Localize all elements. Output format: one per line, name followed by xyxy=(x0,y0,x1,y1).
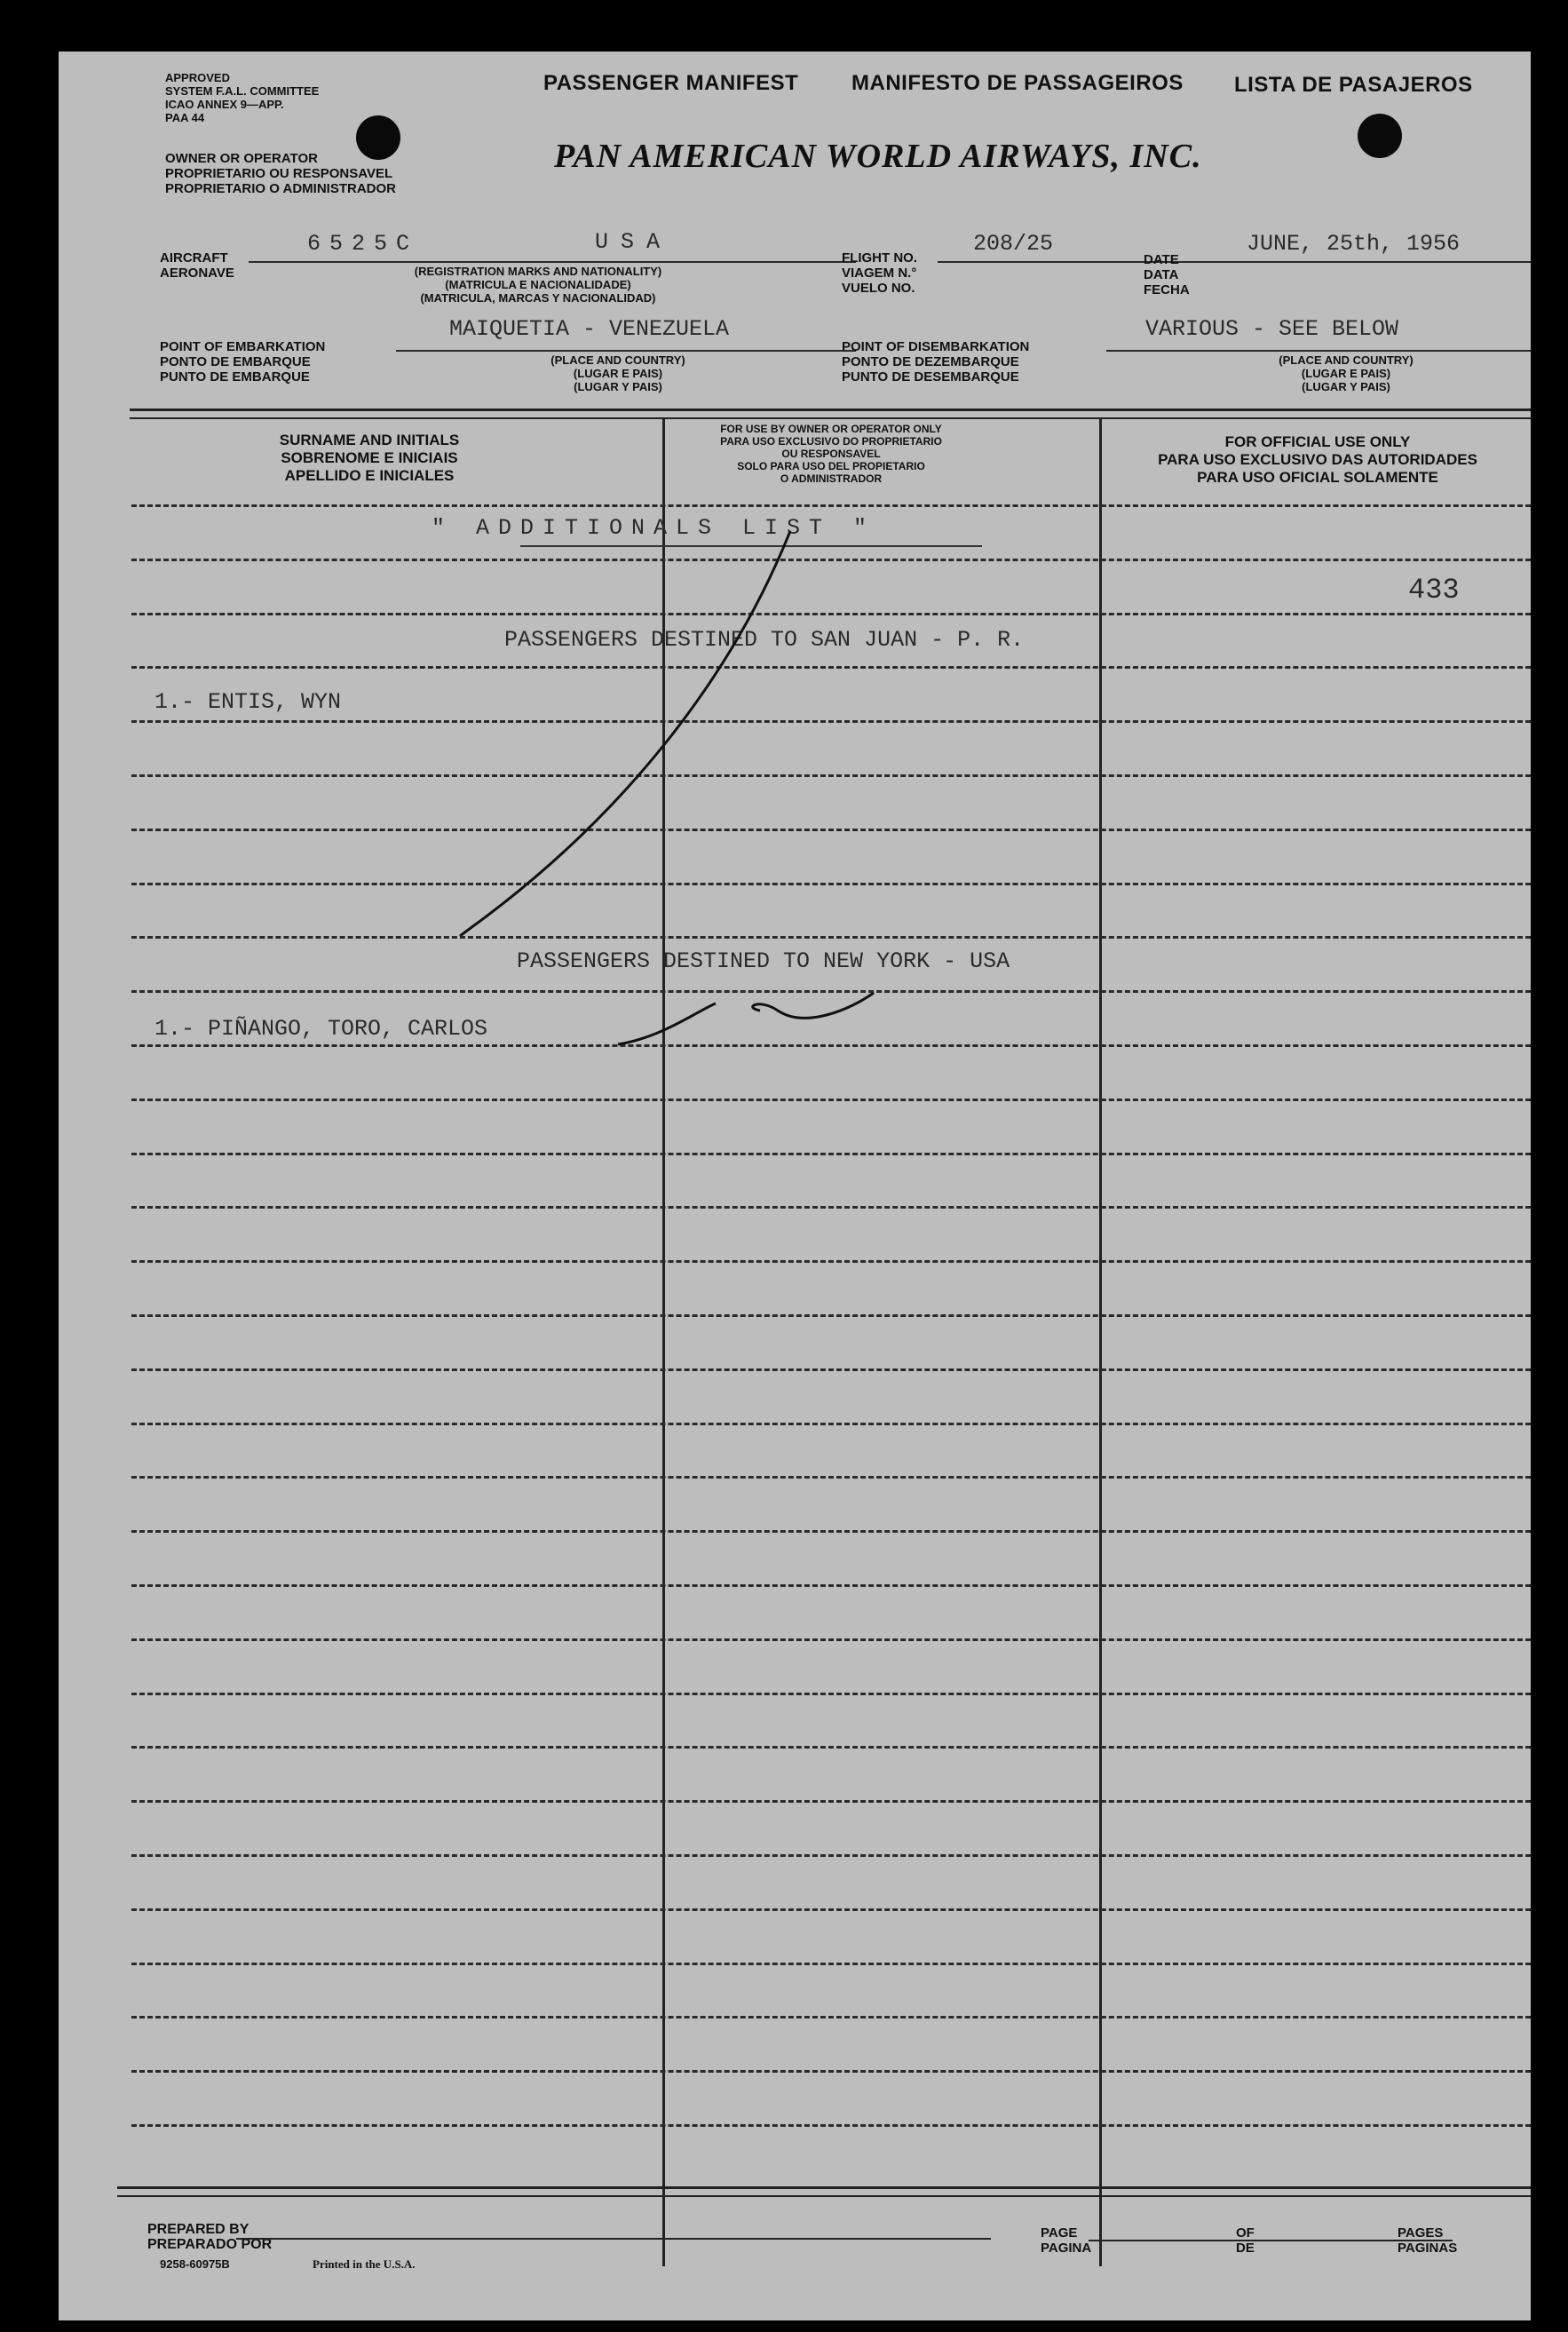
row-rule xyxy=(131,1153,1531,1155)
header-line: OU RESPONSAVEL xyxy=(781,448,881,460)
row-rule xyxy=(131,1746,1531,1749)
table-bottom-rule-2 xyxy=(117,2195,1531,2197)
row-rule xyxy=(131,1638,1531,1641)
owner-line: PROPRIETARIO O ADMINISTRADOR xyxy=(165,181,397,196)
caption-line: (PLACE AND COUNTRY) xyxy=(1279,353,1414,367)
embark-label-line: PONTO DE EMBARQUE xyxy=(160,354,311,369)
pages-line: PAGES xyxy=(1398,2225,1444,2241)
form-number: 9258-60975B xyxy=(160,2257,230,2271)
group2-heading: PASSENGERS DESTINED TO NEW YORK - USA xyxy=(517,948,1010,974)
disembarkation-value: VARIOUS - SEE BELOW xyxy=(1145,316,1399,342)
title-portuguese: MANIFESTO DE PASSAGEIROS xyxy=(851,71,1184,95)
aircraft-label-line: AERONAVE xyxy=(160,266,234,281)
printed-note: Printed in the U.S.A. xyxy=(313,2257,416,2271)
pen-strokes xyxy=(59,52,1531,1117)
header-line: SOLO PARA USO DEL PROPIETARIO xyxy=(737,460,925,472)
owner-line: PROPRIETARIO OU RESPONSAVEL xyxy=(165,166,393,181)
approval-line: APPROVED xyxy=(165,71,230,84)
date-label-line: FECHA xyxy=(1144,282,1190,297)
page-line: PAGINA xyxy=(1041,2241,1092,2256)
title-english: PASSENGER MANIFEST xyxy=(543,71,799,95)
caption-line: (MATRICULA, MARCAS Y NACIONALIDAD) xyxy=(420,291,656,305)
embark-label-line: PUNTO DE EMBARQUE xyxy=(160,369,310,385)
row-rule xyxy=(131,2124,1531,2127)
page-underline xyxy=(1089,2240,1284,2241)
header-line: SURNAME AND INITIALS xyxy=(279,432,460,448)
row-rule xyxy=(131,1206,1531,1209)
disembark-label-line: PONTO DE DEZEMBARQUE xyxy=(842,354,1019,369)
nationality-value: USA xyxy=(595,229,673,255)
caption-line: (MATRICULA E NACIONALIDADE) xyxy=(445,278,631,291)
caption-line: (LUGAR E PAIS) xyxy=(573,367,663,380)
row-rule xyxy=(131,1908,1531,1911)
page-line: PAGE xyxy=(1041,2225,1078,2241)
caption-line: (LUGAR E PAIS) xyxy=(1301,367,1391,380)
caption-line: (PLACE AND COUNTRY) xyxy=(550,353,685,367)
caption-line: (LUGAR Y PAIS) xyxy=(574,380,662,393)
pages-line: PAGINAS xyxy=(1398,2241,1458,2256)
prepared-line: PREPARADO POR xyxy=(147,2237,273,2252)
manifest-sheet xyxy=(59,52,1531,2320)
embarkation-value: MAIQUETIA - VENEZUELA xyxy=(449,316,730,342)
pen-flourish xyxy=(618,993,874,1044)
embark-label-line: POINT OF EMBARKATION xyxy=(160,339,326,354)
date-value: JUNE, 25th, 1956 xyxy=(1247,231,1461,257)
approval-line: PAA 44 xyxy=(165,111,205,124)
row-rule xyxy=(131,1584,1531,1587)
row-rule xyxy=(131,1854,1531,1857)
flight-label-line: FLIGHT NO. xyxy=(842,250,917,266)
header-line: SOBRENOME E INICIAIS xyxy=(281,449,458,466)
row-rule xyxy=(131,1423,1531,1425)
title-spanish: LISTA DE PASAJEROS xyxy=(1234,73,1473,97)
row-rule xyxy=(131,1963,1531,1965)
row-rule xyxy=(131,2070,1531,2073)
flight-label-line: VUELO NO. xyxy=(842,281,915,296)
official-number: 433 xyxy=(1408,574,1460,607)
disembark-label-line: PUNTO DE DESEMBARQUE xyxy=(842,369,1019,385)
header-line: APELLIDO E INICIALES xyxy=(284,467,455,484)
diagonal-pen-mark xyxy=(460,531,790,936)
header-line: PARA USO EXCLUSIVO DO PROPRIETARIO xyxy=(720,435,942,448)
group1-heading: PASSENGERS DESTINED TO SAN JUAN - P. R. xyxy=(504,627,1025,653)
header-line: PARA USO EXCLUSIVO DAS AUTORIDADES xyxy=(1158,451,1477,468)
row-rule xyxy=(131,1800,1531,1803)
row-rule xyxy=(131,1530,1531,1533)
owner-line: OWNER OR OPERATOR xyxy=(165,151,318,166)
header-line: PARA USO OFICIAL SOLAMENTE xyxy=(1197,469,1438,486)
caption-line: (REGISTRATION MARKS AND NATIONALITY) xyxy=(414,265,662,278)
header-line: FOR USE BY OWNER OR OPERATOR ONLY xyxy=(720,423,942,435)
airline-name: PAN AMERICAN WORLD AIRWAYS, INC. xyxy=(554,138,1202,175)
of-line: OF xyxy=(1236,2225,1255,2241)
flight-no-value: 208/25 xyxy=(973,231,1054,257)
disembark-label-line: POINT OF DISEMBARKATION xyxy=(842,339,1030,354)
row-rule xyxy=(131,1260,1531,1263)
header-line: O ADMINISTRADOR xyxy=(780,472,883,485)
page-label xyxy=(1041,2225,1091,2256)
approval-line: SYSTEM F.A.L. COMMITTEE xyxy=(165,84,320,98)
caption-line: (LUGAR Y PAIS) xyxy=(1302,380,1390,393)
prepared-by-label xyxy=(147,2222,272,2252)
aircraft-value: 6525C xyxy=(307,231,419,257)
list-title: " ADDITIONALS LIST " xyxy=(432,515,876,541)
of-label xyxy=(1236,2225,1255,2256)
group1-passenger: 1.- ENTIS, WYN xyxy=(154,689,342,715)
prepared-line: PREPARED BY xyxy=(147,2222,249,2237)
row-rule xyxy=(131,1476,1531,1479)
date-label-line: DATA xyxy=(1144,267,1179,282)
aircraft-label-line: AIRCRAFT xyxy=(160,250,228,266)
row-rule xyxy=(131,1314,1531,1317)
pages-label xyxy=(1398,2225,1457,2256)
row-rule xyxy=(131,2016,1531,2019)
flight-label-line: VIAGEM N.° xyxy=(842,266,917,281)
table-bottom-rule xyxy=(117,2186,1531,2189)
row-rule xyxy=(131,1368,1531,1371)
header-line: FOR OFFICIAL USE ONLY xyxy=(1224,433,1411,450)
approval-line: ICAO ANNEX 9—APP. xyxy=(165,98,284,111)
date-label-line: DATE xyxy=(1144,252,1179,267)
group2-passenger: 1.- PIÑANGO, TORO, CARLOS xyxy=(154,1016,488,1042)
of-line: DE xyxy=(1236,2241,1255,2256)
prepared-underline xyxy=(236,2238,991,2240)
row-rule xyxy=(131,1693,1531,1695)
